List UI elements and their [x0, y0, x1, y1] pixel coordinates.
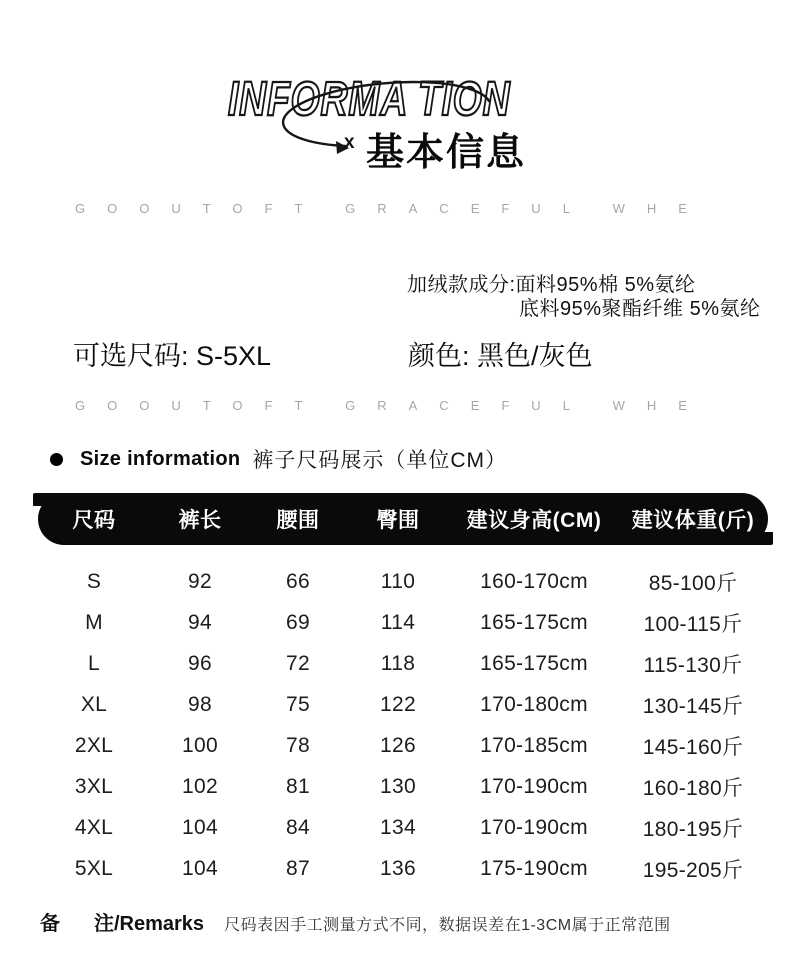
watermark-row	[75, 398, 709, 413]
remarks-label-right: 注/Remarks	[94, 913, 205, 935]
table-row	[38, 725, 768, 766]
table-cell: 66	[286, 569, 310, 593]
table-row	[38, 807, 768, 848]
table-cell: 165-175cm	[480, 610, 588, 634]
table-cell: 98	[188, 692, 212, 716]
table-cell: 87	[286, 856, 310, 880]
table-header-cell: 裤长	[178, 509, 222, 532]
fabric-composition	[407, 273, 761, 321]
table-cell: 165-175cm	[480, 651, 588, 675]
table-cell: 170-185cm	[480, 733, 588, 757]
watermark-text: GOOUTOFT	[75, 201, 325, 216]
table-cell: 81	[286, 774, 310, 798]
table-cell: 94	[188, 610, 212, 634]
table-cell: 170-190cm	[480, 774, 588, 798]
table-cell: 175-190cm	[480, 856, 588, 880]
size-section-heading	[50, 444, 507, 474]
table-cell: 130	[380, 774, 416, 798]
table-cell: 180-195斤	[642, 817, 744, 841]
available-sizes: 可选尺码: S-5XL	[73, 341, 272, 371]
table-cell: 118	[380, 651, 416, 675]
hero-x-mark: x	[344, 132, 355, 153]
table-cell: 130-145斤	[642, 694, 744, 718]
composition-line-1: 加绒款成分:面料95%棉 5%氨纶	[407, 274, 696, 296]
table-cell: 85-100斤	[648, 571, 738, 595]
table-cell: 110	[380, 569, 416, 593]
remarks-note: 尺码表因手工测量方式不同，数据误差在1-3CM属于正常范围	[224, 917, 671, 934]
table-row	[38, 643, 768, 684]
table-cell: 126	[380, 733, 416, 757]
table-cell: 170-180cm	[480, 692, 588, 716]
table-row	[38, 684, 768, 725]
table-cell: 102	[182, 774, 218, 798]
table-cell: M	[85, 610, 103, 634]
table-cell: 122	[380, 692, 416, 716]
size-table-header-row	[38, 493, 768, 545]
available-colors: 颜色: 黑色/灰色	[408, 341, 593, 371]
table-cell: 195-205斤	[642, 858, 744, 882]
page-title: 基本信息	[366, 132, 527, 174]
bullet-icon	[50, 453, 63, 466]
size-table-body	[38, 561, 768, 889]
table-row	[38, 561, 768, 602]
table-cell: 104	[182, 856, 218, 880]
table-cell: 114	[380, 610, 416, 634]
table-row	[38, 602, 768, 643]
watermark-text: GOOUTOFT	[75, 398, 325, 413]
table-cell: 96	[188, 651, 212, 675]
table-header-cell: 尺码	[72, 509, 116, 532]
table-cell: 160-180斤	[642, 776, 744, 800]
table-header-cell: 建议体重(斤)	[631, 509, 755, 532]
watermark-text: GRACEFUL	[345, 398, 592, 413]
composition-line-2: 底料95%聚酯纤维 5%氨纶	[519, 298, 761, 320]
table-cell: 84	[286, 815, 310, 839]
table-cell: 75	[286, 692, 310, 716]
table-cell: 145-160斤	[642, 735, 744, 759]
table-cell: 160-170cm	[480, 569, 588, 593]
table-row	[38, 766, 768, 807]
table-header-cell: 建议身高(CM)	[466, 509, 602, 532]
remarks-line	[40, 907, 671, 936]
table-cell: 115-130斤	[643, 653, 743, 677]
table-cell: 104	[182, 815, 218, 839]
table-cell: 5XL	[74, 856, 114, 880]
table-cell: 92	[188, 569, 212, 593]
section-heading-en: Size information	[80, 447, 241, 470]
table-cell: 4XL	[74, 815, 114, 839]
table-cell: 100-115斤	[643, 612, 743, 636]
watermark-text: GRACEFUL	[345, 201, 592, 216]
table-cell: 134	[380, 815, 416, 839]
hero-outline-title: INFORMA TION	[228, 73, 511, 126]
table-cell: 72	[286, 651, 310, 675]
table-cell: XL	[80, 692, 108, 716]
table-header-cell: 臀围	[376, 509, 420, 532]
table-cell: 69	[286, 610, 310, 634]
table-cell: 136	[380, 856, 416, 880]
table-header-cell: 腰围	[276, 509, 320, 532]
table-cell: 170-190cm	[480, 815, 588, 839]
watermark-row	[75, 201, 709, 216]
remarks-label-left: 备	[40, 913, 60, 935]
watermark-text: WHE	[612, 201, 709, 216]
table-cell: S	[86, 569, 102, 593]
table-row	[38, 848, 768, 889]
table-cell: L	[88, 651, 100, 675]
table-cell: 100	[182, 733, 218, 757]
table-cell: 3XL	[74, 774, 114, 798]
table-cell: 78	[286, 733, 310, 757]
watermark-text: WHE	[612, 398, 709, 413]
table-cell: 2XL	[74, 733, 114, 757]
section-heading-zh: 裤子尺码展示（单位CM）	[252, 449, 508, 472]
